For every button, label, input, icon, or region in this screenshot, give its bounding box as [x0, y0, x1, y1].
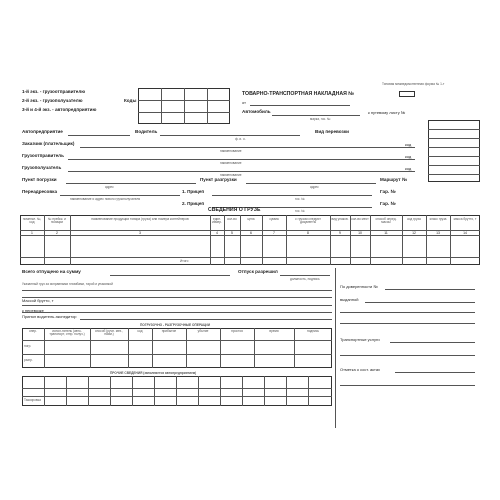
copy-line-1: 1-й экз. - грузоотправителю	[22, 89, 86, 94]
gar2-label: Гар. №	[380, 201, 396, 206]
row-unload: разгр.	[24, 358, 33, 362]
other-info-title: ПРОЧИЕ СВЕДЕНИЯ (заполняется автопредприятием)	[110, 371, 197, 375]
ops-header-5: прибытие	[161, 329, 177, 333]
cargo-section-title: СВЕДЕНИЯ О ГРУЗЕ	[208, 207, 261, 213]
copy-line-2: 2-й экз. - грузополучателю	[22, 98, 83, 103]
from-label: от	[242, 100, 246, 105]
cargo-col-number-13: 13	[436, 231, 440, 235]
name-hint-3: наименование	[220, 173, 242, 177]
cargo-header-3: наименование продукции товара (груза) или номера контейнеров	[91, 217, 189, 221]
cargo-col-number-8: 8	[307, 231, 309, 235]
cargo-col-number-11: 11	[384, 231, 388, 235]
poa-label: По доверенности №	[340, 284, 378, 289]
fio-hint: ф. и. о.	[235, 137, 246, 141]
row-load: погр.	[24, 344, 32, 348]
cargo-header-4: един. измер.	[212, 217, 222, 225]
cargo-col-number-5: 5	[231, 231, 233, 235]
number-box[interactable]	[399, 91, 415, 97]
waybill-label: к путевому листу №	[368, 110, 406, 115]
name-hint-1: наименование	[220, 149, 242, 153]
code-label-3: код	[405, 166, 412, 171]
cargo-col-number-7: 7	[273, 231, 275, 235]
cargo-header-5: кол-во	[227, 217, 237, 221]
cargo-header-10: кол-во мест	[351, 217, 369, 221]
trailer2-label: 2. Прицеп	[182, 201, 205, 206]
address-hint-2: адрес	[310, 185, 319, 189]
codes-label: Коды	[124, 98, 137, 103]
name-address-hint: наименование и адрес нового грузополучателя	[70, 197, 141, 201]
accepted-label: Принял водитель-экспедитор	[22, 314, 77, 319]
taxation-label: Таксировка	[24, 398, 41, 402]
permitted-label: Отпуск разрешил	[238, 269, 278, 274]
cargo-col-number-1: 1	[31, 231, 33, 235]
carrier-services-label: Транспортные услуги	[340, 337, 380, 342]
ops-header-1: опер.	[29, 329, 37, 333]
unload-point-label: Пункт разгрузки	[200, 177, 237, 182]
gos-hint-1: гос. №	[295, 197, 305, 201]
to-carry-label: к перевозке	[22, 308, 44, 313]
cargo-header-7: сумма	[269, 217, 279, 221]
loading-ops-title: ПОГРУЗОЧНО - РАЗГРУЗОЧНЫЕ ОПЕРАЦИИ	[140, 323, 211, 327]
consignee-label: Грузополучатель	[22, 165, 62, 170]
cargo-header-12: код груза	[407, 217, 421, 221]
marks-label: Отметка о сост. актах	[340, 367, 381, 372]
cargo-header-8: с грузом следуют документы	[295, 217, 321, 225]
cargo-col-number-12: 12	[412, 231, 416, 235]
cargo-header-13: класс груза	[429, 217, 447, 221]
cargo-col-number-2: 2	[56, 231, 58, 235]
address-hint-1: адрес	[105, 185, 114, 189]
route-label: Маршрут №	[380, 177, 408, 182]
ops-header-2: испол-нитель (авто-транспорт, отпр. получ.)	[49, 329, 85, 337]
transport-type-label: Вид перевозки	[315, 129, 349, 134]
gross-label: Массой брутто, т	[22, 298, 54, 303]
cargo-header-9: вид упаков.	[331, 217, 349, 221]
mark-hint: марка, гос. №	[310, 117, 331, 121]
customer-label: Заказчик (плательщик)	[22, 141, 75, 146]
form-note: Типовая межведомственная форма № 1-т	[382, 82, 445, 86]
ops-header-6: убытие	[197, 329, 209, 333]
ops-header-4: код	[137, 329, 143, 333]
shipper-label: Грузоотправитель	[22, 153, 64, 158]
cargo-header-14: масса брутто, т	[453, 217, 477, 221]
cargo-count-text: Указанный груз за исправными пломбами, тарой и упаковкой	[22, 282, 113, 286]
load-point-label: Пункт погрузки	[22, 177, 57, 182]
cargo-col-number-9: 9	[339, 231, 341, 235]
ops-header-7: простоя	[231, 329, 243, 333]
cargo-header-1: номенкл. №, код	[22, 217, 42, 225]
gar1-label: Гар. №	[380, 189, 396, 194]
autopred-label: Автопредприятие	[22, 129, 63, 134]
ops-header-9: подпись	[306, 329, 320, 333]
automobile-label: Автомобиль	[242, 109, 271, 114]
cargo-col-number-3: 3	[139, 231, 141, 235]
document-title: ТОВАРНО-ТРАНСПОРТНАЯ НАКЛАДНАЯ №	[242, 91, 355, 97]
cargo-col-number-4: 4	[216, 231, 218, 235]
ops-header-8: время	[269, 329, 279, 333]
cargo-header-11: способ опред. массы	[375, 217, 397, 225]
ops-header-3: способ (ручн. мех., наим.)	[94, 329, 124, 337]
issued-label: выданной	[340, 297, 359, 302]
cargo-header-6: цена	[247, 217, 255, 221]
position-sign-hint: должность, подпись	[290, 277, 320, 281]
trailer1-label: 1. Прицеп	[182, 189, 205, 194]
driver-label: Водитель	[135, 129, 158, 134]
cargo-col-number-10: 10	[358, 231, 362, 235]
copy-line-3: 3-й и 4-й экз. - автопредприятию	[22, 107, 97, 112]
cargo-col-number-14: 14	[463, 231, 467, 235]
gos-hint-2: гос. №	[295, 209, 305, 213]
code-label-1: код	[405, 142, 412, 147]
cargo-header-2: № прейск. и позиции	[48, 217, 66, 225]
total-label: Итого	[180, 259, 189, 263]
waybill-form	[10, 80, 490, 430]
cargo-col-number-6: 6	[250, 231, 252, 235]
name-hint-2: наименование	[220, 161, 242, 165]
readdress-label: Переадресовка	[22, 189, 58, 194]
code-label-2: код	[405, 154, 412, 159]
released-sum-label: Всего отпущено на сумму	[22, 269, 81, 274]
